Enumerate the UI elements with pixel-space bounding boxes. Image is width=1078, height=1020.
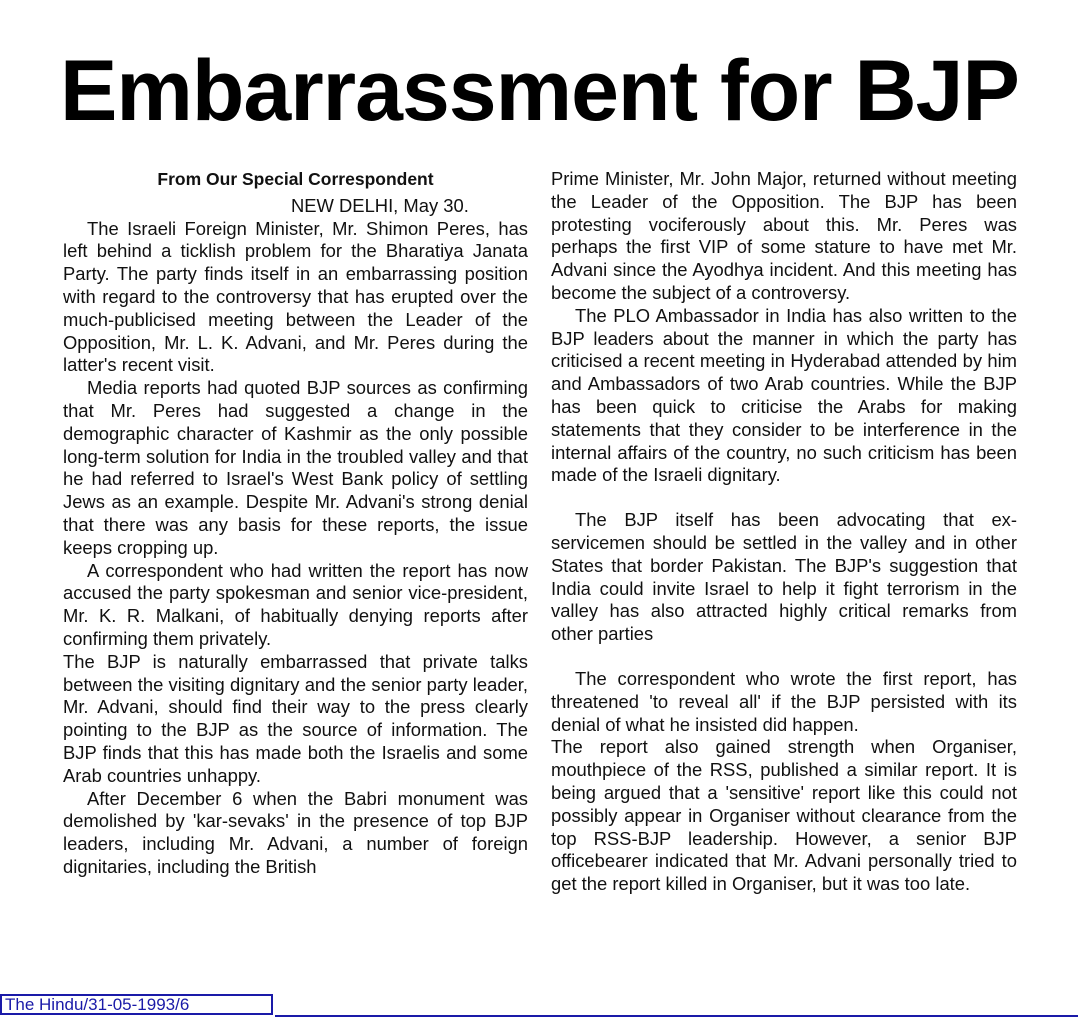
- byline: From Our Special Correspondent: [157, 169, 434, 189]
- paragraph: The correspondent who wrote the first report, has threatened 'to reveal all' if the BJP persisted with its denial of what he insisted did happen.: [551, 667, 1017, 735]
- paragraph: The BJP is naturally embarrassed that private talks between the visiting dignitary and the senior party leader, Mr. Advani, should find their way to the press clearly pointing to the BJP as the source of information. The BJP finds that this has made both the Israelis and some Arab countries unhappy.: [63, 650, 528, 786]
- paragraph: After December 6 when the Babri monument was demolished by 'kar-sevaks' in the presence of top BJP leaders, including Mr. Advani, a number of foreign dignitaries, including the British: [63, 787, 528, 877]
- paragraph: The BJP itself has been advocating that ex-servicemen should be settled in the valley and in other States that border Pakistan. The BJP's suggestion that India could invite Israel to help it fight terrorism in the valley has also attracted highly critical remarks from other parties: [551, 509, 1017, 645]
- headline: Embarrassment for BJP: [60, 43, 1019, 139]
- paragraph: The Israeli Foreign Minister, Mr. Shimon Peres, has left behind a ticklish problem for the Bharatiya Janata Party. The party finds itself in an embarrassing position with regard to the controversy that has erupted over the much-publicised meeting between the Leader of the Opposition, Mr. L. K. Advani, and Mr. Peres during the latter's recent visit.: [63, 217, 528, 376]
- paragraph: Media reports had quoted BJP sources as confirming that Mr. Peres had suggested a change in the demographic character of Kashmir as the only possible long-term solution for India in the troubled valley and that he had referred to Israel's West Bank policy of settling Jews as an example. Despite Mr. Advani's strong denial that there was any basis for these reports, the issue keeps cropping up.: [63, 377, 528, 558]
- paragraph: A correspondent who had written the report has now accused the party spokesman and senior vice-president, Mr. K. R. Malkani, of habitually denying reports after confirming them privately.: [63, 559, 528, 649]
- bottom-rule: [275, 1015, 1078, 1017]
- paragraph: The report also gained strength when Organiser, mouthpiece of the RSS, published a similar report. It is being argued that a 'sensitive' report like this could not possibly appear in Organiser without clearance from the top RSS-BJP leadership. However, a senior BJP officebearer indicated that Mr. Advani personally tried to get the report killed in Organiser, but it was too late.: [551, 736, 1017, 895]
- article-column-right: [551, 168, 1017, 896]
- paragraph: The PLO Ambassador in India has also written to the BJP leaders about the manner in which the party has criticised a recent meeting in Hyderabad attended by him and Ambassadors of two Arab countries. While the BJP has been quick to criticise the Arabs for making statements that they consider to be interference in the internal affairs of the country, no such criticism has been made of the Israeli dignitary.: [551, 304, 1017, 486]
- source-tag: The Hindu/31-05-1993/6: [0, 994, 273, 1015]
- article-column-left: [63, 168, 528, 879]
- paragraph: Prime Minister, Mr. John Major, returned without meeting the Leader of the Opposition. The BJP has been protesting vociferously about this. Mr. Peres was perhaps the first VIP of some stature to have met Mr. Advani since the Ayodhya incident. And this meeting has become the subject of a controversy.: [551, 168, 1017, 303]
- dateline: NEW DELHI, May 30.: [291, 194, 469, 216]
